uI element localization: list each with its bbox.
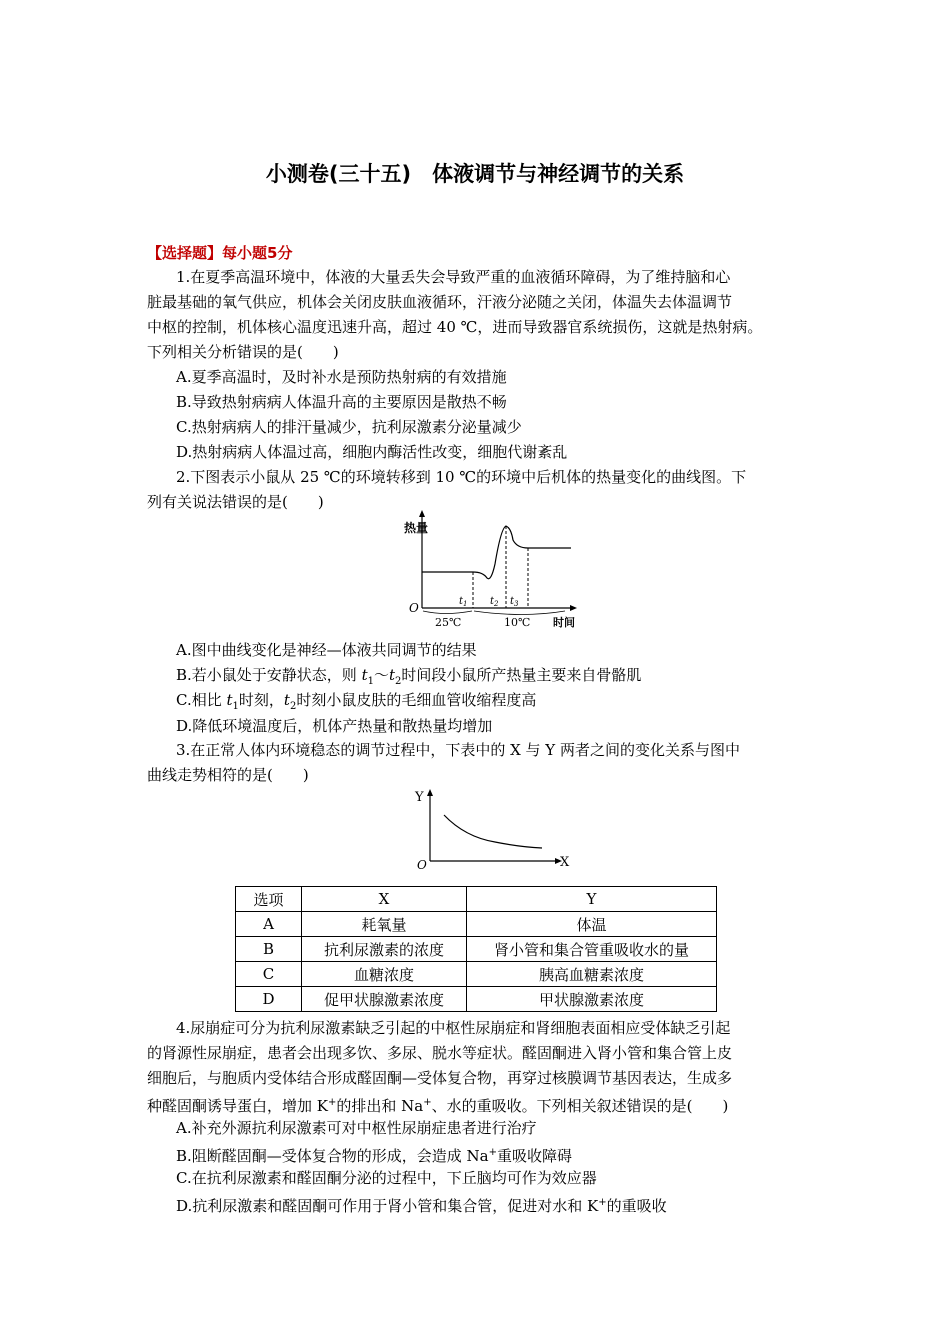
q3-stem-line1: 3.在正常人体内环境稳态的调节过程中，下表中的 X 与 Y 两者之间的变化关系与图中 [176,741,740,759]
q1-stem-line2: 脏最基础的氧气供应，机体会关闭皮肤血液循环，汗液分泌随之关闭，体温失去体温调节 [147,293,733,311]
options-table [235,886,717,1012]
header-cell: 选项 [236,887,302,912]
q4-option-a: A.补充外源抗利尿激素可对中枢性尿崩症患者进行治疗 [176,1119,537,1137]
table-cell: 耗氧量 [302,912,467,937]
q2-option-c: C.相比 $t_1$时刻，$t_2$时刻小鼠皮肤的毛细血管收缩程度高 [176,691,537,712]
q4-stem-line4: 种醛固酮诱导蛋白，增加 K+的排出和 Na+、水的重吸收。下列相关叙述错误的是( ) [147,1097,729,1115]
table-cell: 血糖浓度 [302,962,467,987]
x-axis-label: 时间 [553,616,575,629]
y-label: Y [415,790,424,805]
origin-label: O [409,601,419,615]
table-cell: 肾小管和集合管重吸收水的量 [467,937,717,962]
table-cell: A [236,912,302,937]
brace-10 [474,611,565,615]
table-row [236,962,717,987]
section-heading: 【选择题】每小题5分 [147,244,293,262]
x-axis-arrow [570,605,577,611]
q4-option-d: D.抗利尿激素和醛固酮可作用于肾小管和集合管，促进对水和 K+的重吸收 [176,1197,667,1215]
temp-10-label: 10℃ [504,616,531,629]
q2-option-d: D.降低环境温度后，机体产热量和散热量均增加 [176,717,493,735]
q4-option-b: B.阻断醛固酮—受体复合物的形成，会造成 Na+重吸收障碍 [176,1147,573,1165]
q1-stem-line1: 1.在夏季高温环境中，体液的大量丢失会导致严重的血液循环障碍，为了维持脑和心 [176,268,731,286]
t3-label: $t_3$ [510,596,519,608]
decreasing-curve [444,815,542,848]
header-cell: X [302,887,467,912]
q4-stem-line2: 的肾源性尿崩症，患者会出现多饮、多尿、脱水等症状。醛固酮进入肾小管和集合管上皮 [147,1044,733,1062]
brace-25 [423,611,472,614]
t2-label: $t_2$ [490,596,499,608]
q4-option-c: C.在抗利尿激素和醛固酮分泌的过程中，下丘脑均可作为效应器 [176,1169,597,1187]
table-row [236,912,717,937]
y-axis-label: 热量 [404,521,429,535]
table-cell: 体温 [467,912,717,937]
table-cell: 甲状腺激素浓度 [467,987,717,1012]
q1-stem-line3: 中枢的控制，机体核心温度迅速升高，超过 40 ℃，进而导致器官系统损伤，这就是热射病。 [147,318,763,336]
q1-stem-line4: 下列相关分析错误的是( ) [147,343,339,361]
table-cell: 胰高血糖素浓度 [467,962,717,987]
y-axis-arrow [419,510,425,517]
t1-label: $t_1$ [459,596,468,608]
q1-option-c: C.热射病病人的排汗量减少，抗利尿激素分泌量减少 [176,418,522,436]
table-row [236,987,717,1012]
q2-stem-line2: 列有关说法错误的是( ) [147,493,324,511]
q1-option-d: D.热射病病人体温过高，细胞内酶活性改变，细胞代谢紊乱 [176,443,568,461]
table-cell: C [236,962,302,987]
temp-25-label: 25℃ [435,616,462,629]
q4-stem-line1: 4.尿崩症可分为抗利尿激素缺乏引起的中枢性尿崩症和肾细胞表面相应受体缺乏引起 [176,1019,731,1037]
q1-option-a: A.夏季高温时，及时补水是预防热射病的有效措施 [176,368,507,386]
q2-stem-line1: 2.下图表示小鼠从 25 ℃的环境转移到 10 ℃的环境中后机体的热量变化的曲线图。下 [176,468,747,486]
xy-curve-figure [410,785,575,873]
heat-curve-figure [395,508,595,633]
q3-stem-line2: 曲线走势相符的是( ) [147,766,309,784]
x-label: X [560,855,570,870]
q1-option-b: B.导致热射病病人体温升高的主要原因是散热不畅 [176,393,507,411]
table-cell: 促甲状腺激素浓度 [302,987,467,1012]
q2-option-a: A.图中曲线变化是神经—体液共同调节的结果 [176,641,477,659]
origin-label: O [417,858,427,872]
heat-curve [422,526,571,579]
table-header-row [236,887,717,912]
y-axis-arrow [427,789,433,796]
page-title: 小测卷(三十五) 体液调节与神经调节的关系 [265,162,685,186]
table-cell: D [236,987,302,1012]
q4-stem-line3: 细胞后，与胞质内受体结合形成醛固酮—受体复合物，再穿过核膜调节基因表达，生成多 [147,1069,733,1087]
table-cell: 抗利尿激素的浓度 [302,937,467,962]
table-row [236,937,717,962]
table-cell: B [236,937,302,962]
header-cell: Y [467,887,717,912]
q2-option-b: B.若小鼠处于安静状态，则 $t_1\sim t_2$时间段小鼠所产热量主要来自骨骼肌 [176,666,642,687]
